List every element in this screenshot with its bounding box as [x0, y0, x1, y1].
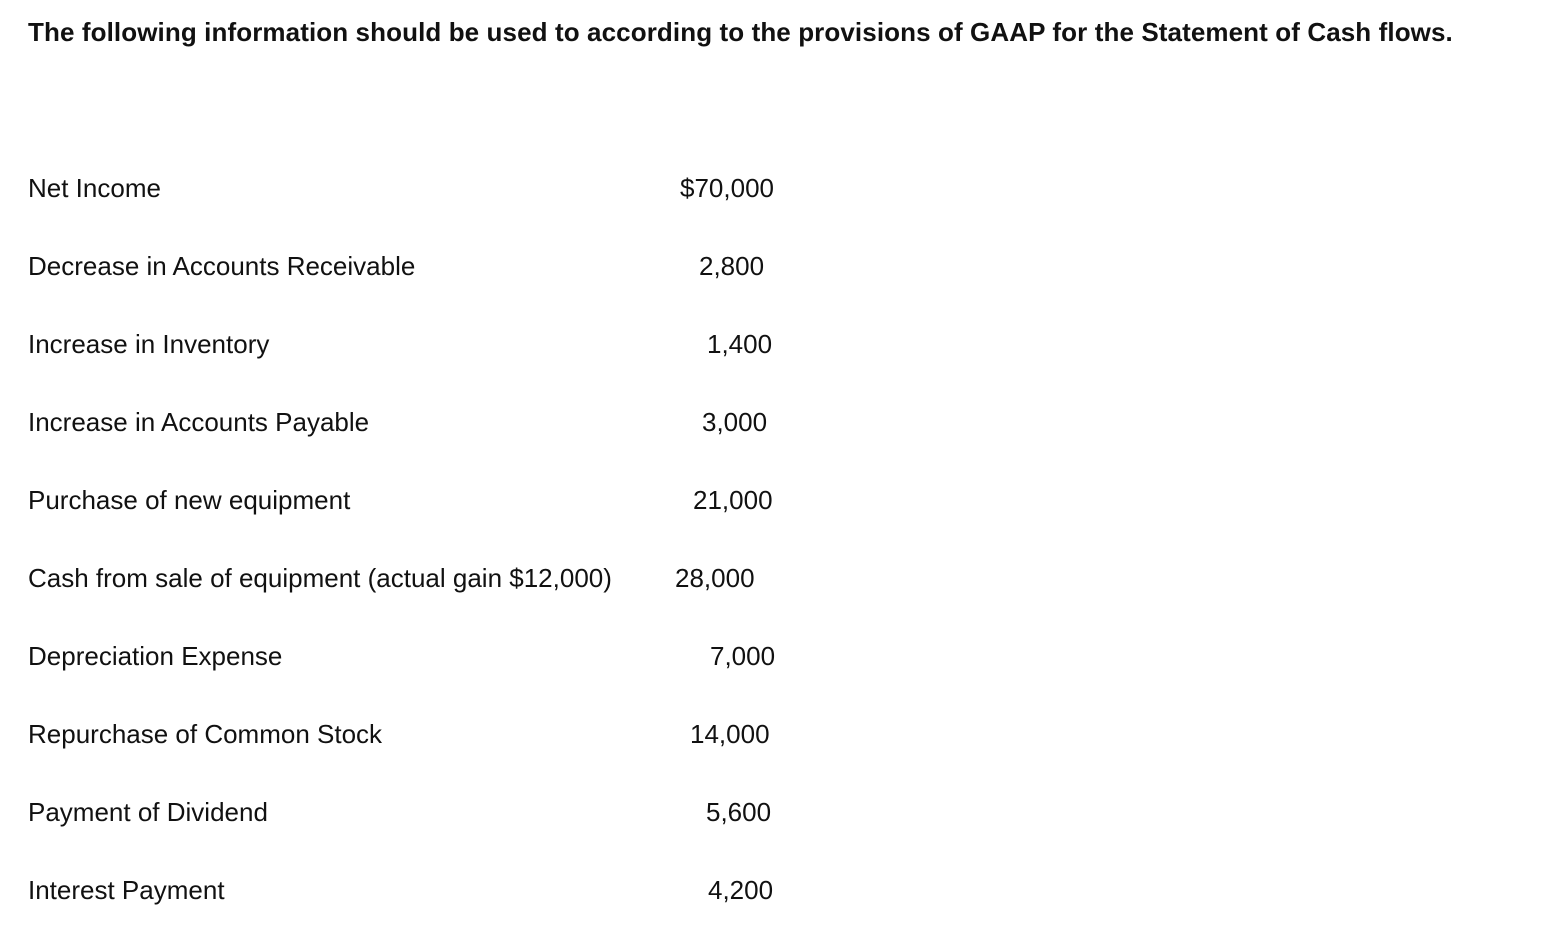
item-value: 14,000 — [690, 719, 770, 749]
list-item-payment-dividend — [0, 792, 1554, 832]
list-item-interest-payment — [0, 870, 1554, 910]
list-item-net-income — [0, 168, 1554, 208]
item-label: Payment of Dividend — [28, 797, 268, 827]
item-value: 1,400 — [707, 329, 773, 359]
item-value: 3,000 — [702, 407, 768, 437]
page-heading: The following information should be used to according to the provisions of GAAP for the Statement of Cash flows. — [28, 17, 1453, 47]
item-label: Decrease in Accounts Receivable — [28, 251, 416, 281]
list-item-depreciation-expense — [0, 636, 1554, 676]
item-label: Increase in Inventory — [28, 329, 270, 359]
item-label: Repurchase of Common Stock — [28, 719, 383, 749]
item-label: Depreciation Expense — [28, 641, 283, 671]
item-value: 28,000 — [675, 563, 755, 593]
item-value: 7,000 — [710, 641, 776, 671]
item-value: 21,000 — [693, 485, 773, 515]
item-value: 5,600 — [706, 797, 772, 827]
list-item-purchase-equipment — [0, 480, 1554, 520]
item-label: Purchase of new equipment — [28, 485, 351, 515]
item-label: Interest Payment — [28, 875, 225, 905]
list-item-sale-equipment — [0, 558, 1554, 598]
item-value: 4,200 — [708, 875, 774, 905]
item-value: 2,800 — [699, 251, 765, 281]
list-item-increase-accounts-payable — [0, 402, 1554, 442]
item-label: Cash from sale of equipment (actual gain $12,000) — [28, 563, 612, 593]
item-label: Increase in Accounts Payable — [28, 407, 370, 437]
list-item-repurchase-common-stock — [0, 714, 1554, 754]
list-item-decrease-accounts-receivable — [0, 246, 1554, 286]
item-value: $70,000 — [680, 173, 774, 203]
list-item-increase-inventory — [0, 324, 1554, 364]
item-label: Net Income — [28, 173, 161, 203]
